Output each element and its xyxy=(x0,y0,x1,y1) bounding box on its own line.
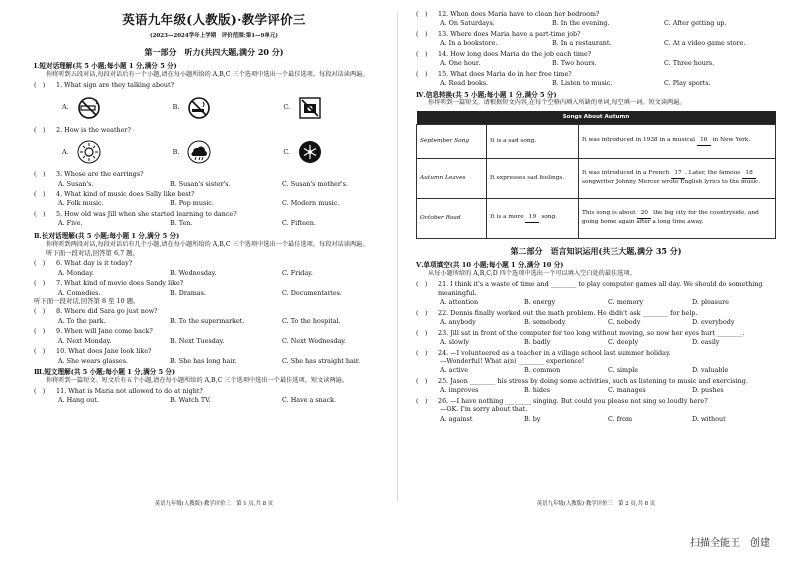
option-b[interactable]: B. In the evening. xyxy=(552,19,610,28)
option-b[interactable]: B. badly xyxy=(524,338,551,347)
answer-bracket[interactable]: ( ) xyxy=(34,125,46,134)
option-c[interactable]: C. nobody xyxy=(608,318,641,327)
option-c[interactable]: C. Modern music. xyxy=(282,199,340,208)
question-7-options xyxy=(34,289,394,297)
song-name: September Song xyxy=(417,124,487,158)
section-4-title: Ⅳ.信息转换(共 5 小题;每小题 1 分,满分 5 分) xyxy=(416,90,557,99)
question-24-reply: —Wonderful! What a(n) ________ experience! xyxy=(440,356,585,365)
option-c[interactable]: C. Have a snack. xyxy=(282,396,337,405)
song-info: It was introduced in 1938 in a musical 16 in New York. xyxy=(579,124,776,158)
section-1-title: Ⅰ.短对话理解(共 5 小题;每小题 1 分,满分 5 分) xyxy=(34,62,177,71)
question-1 xyxy=(34,81,394,89)
question-3-options xyxy=(34,180,394,188)
option-b[interactable]: B. Ten. xyxy=(170,219,193,228)
question-10 xyxy=(34,347,394,355)
question-25 xyxy=(416,377,776,385)
answer-bracket[interactable]: ( ) xyxy=(416,308,428,317)
question-text: 8. Where did Sara go just now? xyxy=(56,307,158,316)
question-23-options xyxy=(416,338,776,346)
option-a[interactable]: A. Folk music. xyxy=(58,199,104,208)
option-c[interactable]: C. Susan's mother's. xyxy=(282,179,348,188)
song-description: It is a more 19 song. xyxy=(487,198,579,238)
answer-bracket[interactable]: ( ) xyxy=(34,190,46,198)
option-a[interactable]: A. slowly xyxy=(440,338,469,347)
question-text: 26. —I have nothing ________ singing. But could you please not sing so loudly here? xyxy=(438,396,708,405)
dialogue-2-note: 听下面一段对话,回答第 8 至 10 题。 xyxy=(34,296,140,305)
question-22 xyxy=(416,309,776,317)
option-d[interactable]: D. everybody xyxy=(692,318,735,327)
no-smoking-sign-icon xyxy=(77,96,101,120)
option-b[interactable]: B. Next Tuesday. xyxy=(170,336,225,345)
option-b[interactable]: B. somebody xyxy=(524,318,566,327)
option-a[interactable]: A. attention xyxy=(440,298,479,307)
question-text: 3. Whose are the earrings? xyxy=(56,170,144,179)
option-b[interactable]: B. She has long hair. xyxy=(170,356,237,365)
song-name: October Road xyxy=(417,198,487,238)
option-d[interactable]: D. without xyxy=(692,414,726,423)
exam-subtitle: (2023—2024学年上学期 评价范围:第1—9单元) xyxy=(149,32,278,39)
question-9-options xyxy=(34,337,394,345)
question-text: 21. I think it's a waste of time and ________ to play computer games all day. We should do something meaningful. xyxy=(438,280,763,297)
question-2-pictures xyxy=(34,137,394,167)
option-a[interactable]: A. anybody xyxy=(440,318,476,327)
table-row xyxy=(417,198,776,238)
question-22-options xyxy=(416,318,776,326)
question-26-options xyxy=(416,415,776,423)
option-b[interactable]: B. by xyxy=(524,414,541,423)
exam-title: 英语九年级(人教版)·教学评价三 xyxy=(122,12,306,27)
option-a[interactable]: A. improves xyxy=(440,386,479,395)
option-c[interactable]: C. deeply xyxy=(608,338,639,347)
option-d[interactable]: D. valuable xyxy=(692,366,729,375)
option-b[interactable]: B. Wednesday. xyxy=(170,268,217,277)
question-26 xyxy=(416,397,776,405)
page-footer: 英语九年级(人教版)·教学评价三 第 1 页,共 8 页 xyxy=(154,500,274,507)
answer-bracket[interactable]: ( ) xyxy=(34,170,46,179)
blank-20[interactable]: 20 xyxy=(637,210,651,219)
option-a[interactable]: A. To the park. xyxy=(58,316,106,325)
dialogue-1-note: 听下面一段对话,回答第 6,7 题。 xyxy=(46,248,139,257)
song-description: It expresses sad feelings. xyxy=(487,158,579,198)
question-text: 5. How old was Jill when she started learning to dance? xyxy=(56,209,237,218)
question-24 xyxy=(416,349,776,357)
question-3 xyxy=(34,170,394,178)
question-7 xyxy=(34,279,394,287)
question-26-reply: —OK. I'm sorry about that. xyxy=(440,405,528,414)
table-title: Songs About Autumn xyxy=(417,111,776,125)
option-d[interactable]: D. easily xyxy=(692,338,720,347)
song-name: Autumn Leaves xyxy=(417,158,487,198)
option-a[interactable]: A. Five. xyxy=(58,219,83,228)
question-8 xyxy=(34,307,394,315)
table-row xyxy=(417,158,776,198)
page-footer: 英语九年级(人教版)·教学评价三 第 2 页,共 8 页 xyxy=(536,500,656,507)
question-text: 11. What is Maria not allowed to do at night? xyxy=(56,387,203,396)
question-15 xyxy=(416,70,776,78)
option-d[interactable]: D. pleasure xyxy=(692,298,729,307)
question-text: 9. When will Jane come back? xyxy=(56,327,153,336)
blank-16[interactable]: 16 xyxy=(697,137,711,146)
question-13-options xyxy=(416,39,776,47)
question-21-options xyxy=(416,298,776,306)
question-12 xyxy=(416,10,776,18)
question-25-options xyxy=(416,386,776,394)
question-6 xyxy=(34,259,394,267)
question-text: 6. What day is it today? xyxy=(56,259,133,268)
question-text: 23. Jill sat in front of the computer for too long without moving, so now her eyes hurt ________. xyxy=(438,328,745,337)
question-4-options xyxy=(34,199,394,207)
section-1-instructions: 你将听到五段对话,每段对话后有一个小题,请在每小题所给的 A,B,C 三个选项中选出一个最佳选项。每段对话读两遍。 xyxy=(46,71,369,78)
part-2-title: 第二部分 语言知识运用(共三大题,满分 35 分) xyxy=(510,245,682,256)
section-2-instructions: 你将听到两段对话,每段对话后有几个小题,请在每小题所给的 A,B,C 三个选项中选出一个最佳选项。每段对话读两遍。 xyxy=(46,240,369,248)
option-a: A. xyxy=(62,140,173,164)
question-8-options xyxy=(34,317,394,325)
answer-bracket[interactable]: ( ) xyxy=(416,280,428,289)
option-b[interactable]: B. Dramas. xyxy=(170,288,206,297)
answer-bracket[interactable]: ( ) xyxy=(34,81,46,90)
question-text: 15. What does Maria do in her free time? xyxy=(438,69,572,78)
page-divider xyxy=(397,12,398,502)
question-24-options xyxy=(416,366,776,374)
question-text: 7. What kind of movie does Sandy like? xyxy=(56,279,184,288)
question-23 xyxy=(416,329,776,337)
option-b[interactable]: B. Watch TV. xyxy=(170,396,211,405)
option-c[interactable]: C. At a video game store. xyxy=(664,39,746,48)
question-10-options xyxy=(34,357,394,365)
option-a[interactable]: A. Monday. xyxy=(58,268,94,277)
question-15-options xyxy=(416,79,776,87)
question-text: 24. —I volunteered as a teacher in a village school last summer holiday. xyxy=(438,348,671,357)
option-d[interactable]: D. pushes xyxy=(692,386,724,395)
song-info: This song is about 20 the big city for the countryside, and going home again after a long time away. xyxy=(579,198,776,238)
option-a[interactable]: A. Read books. xyxy=(440,79,489,88)
option-c[interactable]: C. simple xyxy=(608,366,639,375)
question-text: 4. What kind of music does Sally like best? xyxy=(56,190,195,198)
no-photography-sign-icon xyxy=(298,96,322,120)
question-text: 10. What does Jane look like? xyxy=(56,347,152,356)
option-c[interactable]: C. After getting up. xyxy=(664,19,727,28)
question-14-options xyxy=(416,59,776,67)
option-c[interactable]: C. Friday. xyxy=(282,268,313,277)
question-13 xyxy=(416,30,776,38)
question-text: 25. Jason ________ his stress by doing some activities, such as listening to music and exercising. xyxy=(438,376,748,385)
question-1-pictures xyxy=(34,93,394,123)
option-b[interactable]: B. Susan's sister's. xyxy=(170,179,231,188)
answer-bracket[interactable]: ( ) xyxy=(416,348,428,357)
question-text: 14. How long does Maria do the job each time? xyxy=(438,49,592,58)
question-6-options xyxy=(34,269,394,277)
option-c[interactable]: C. memory xyxy=(608,298,644,307)
answer-bracket[interactable]: ( ) xyxy=(34,279,46,288)
question-4 xyxy=(34,190,394,198)
table-row xyxy=(417,124,776,158)
option-c: C. xyxy=(283,96,394,120)
blank-17[interactable]: 17 xyxy=(671,170,685,179)
answer-bracket[interactable]: ( ) xyxy=(416,29,428,38)
option-b[interactable]: B. To the supermarket. xyxy=(170,316,245,325)
option-a[interactable]: A. She wears glasses. xyxy=(58,356,129,365)
option-c[interactable]: C. She has straight hair. xyxy=(282,356,361,365)
option-a[interactable]: A. In a bookstore. xyxy=(440,39,498,48)
answer-bracket[interactable]: ( ) xyxy=(34,307,46,316)
song-description: It is a sad song. xyxy=(487,124,579,158)
answer-bracket[interactable]: ( ) xyxy=(34,347,46,356)
section-3-title: Ⅲ.短文理解(共 5 小题;每小题 1 分,满分 5 分) xyxy=(34,368,176,377)
answer-bracket[interactable]: ( ) xyxy=(34,327,46,336)
option-a[interactable]: A. Next Monday. xyxy=(58,336,112,345)
question-21 xyxy=(416,280,776,297)
part-1-title: 第一部分 听力(共四大题,满分 20 分) xyxy=(144,46,284,57)
snowy-weather-icon xyxy=(298,140,322,164)
answer-bracket[interactable]: ( ) xyxy=(416,10,428,18)
question-text: 22. Dennis finally worked out the math problem. He didn't ask ________ for help. xyxy=(438,308,698,317)
blank-19[interactable]: 19 xyxy=(525,214,539,223)
option-b: B. xyxy=(173,96,284,120)
question-text: 2. How is the weather? xyxy=(56,125,131,134)
song-info: It was introduced in a French 17 . Later, the famous 18 songwriter Johnny Mercer wrote English lyrics to the music. xyxy=(579,158,776,198)
option-c[interactable]: C. Next Wednesday. xyxy=(282,336,347,345)
option-a: A. xyxy=(62,96,173,120)
question-5 xyxy=(34,210,394,218)
question-text: 12. When does Maria have to clean her bedroom? xyxy=(438,10,600,18)
option-c[interactable]: C. from xyxy=(608,414,633,423)
option-b[interactable]: B. Pop music. xyxy=(170,199,214,208)
answer-bracket[interactable]: ( ) xyxy=(416,69,428,78)
exam-page-1 xyxy=(34,10,394,508)
question-11 xyxy=(34,387,394,395)
option-b: B. xyxy=(173,140,284,164)
option-a[interactable]: A. active xyxy=(440,366,469,375)
answer-bracket[interactable]: ( ) xyxy=(416,49,428,58)
option-b[interactable]: B. In a restaurant. xyxy=(552,39,612,48)
sunny-weather-icon xyxy=(77,140,101,164)
question-text: 1. What sign are they talking about? xyxy=(56,81,175,90)
option-c[interactable]: C. To the hospital. xyxy=(282,316,341,325)
answer-bracket[interactable]: ( ) xyxy=(34,209,46,218)
option-c[interactable]: C. Play sports. xyxy=(664,79,711,88)
question-9 xyxy=(34,327,394,335)
question-12-options xyxy=(416,19,776,27)
answer-bracket[interactable]: ( ) xyxy=(416,328,428,337)
option-b[interactable]: B. hides xyxy=(524,386,551,395)
songs-table xyxy=(416,111,776,239)
question-11-options xyxy=(34,396,394,404)
option-c[interactable]: C. manages xyxy=(608,386,646,395)
option-b[interactable]: B. Two hours. xyxy=(552,59,597,68)
section-5-instructions: 从每小题所给的 A,B,C,D 四个选项中选出一个可以填入空白处的最佳选项。 xyxy=(428,270,636,278)
option-a[interactable]: A. Comedies. xyxy=(58,288,101,297)
option-c[interactable]: C. Documentaries. xyxy=(282,288,342,297)
option-c: C. xyxy=(283,140,394,164)
question-14 xyxy=(416,50,776,58)
answer-bracket[interactable]: ( ) xyxy=(416,396,428,405)
exam-page-2 xyxy=(416,10,776,508)
scanner-watermark: 扫描全能王 创建 xyxy=(690,538,770,549)
option-c[interactable]: C. Fifteen. xyxy=(282,219,316,228)
question-text: 13. Where does Maria have a part-time job? xyxy=(438,29,581,38)
option-b[interactable]: B. Listen to music. xyxy=(552,79,613,88)
option-a[interactable]: A. On Saturdays. xyxy=(440,19,495,28)
section-2-title: Ⅱ.长对话理解(共 5 小题;每小题 1 分,满分 5 分) xyxy=(34,231,180,240)
option-b[interactable]: B. common xyxy=(524,366,561,375)
section-3-instructions: 你将听到一篇短文。短文后有五个小题,请在每小题所给的 A,B,C 三个选项中选出一个最佳选项。短文读两遍。 xyxy=(46,376,349,384)
question-2 xyxy=(34,126,394,134)
section-5-title: Ⅴ.单项填空(共 10 小题;每小题 1 分,满分 10 分) xyxy=(416,261,564,270)
section-4-instructions: 你将听到一篇短文。请根据短文内容,在每个空格内填入所缺的单词,每空填一词。短文读两遍。 xyxy=(428,99,686,107)
rainy-weather-icon xyxy=(187,140,211,164)
option-a[interactable]: A. Hang out. xyxy=(58,396,99,405)
option-a[interactable]: A. against xyxy=(440,414,473,423)
question-5-options xyxy=(34,219,394,227)
option-b[interactable]: B. energy xyxy=(524,298,556,307)
answer-bracket[interactable]: ( ) xyxy=(416,376,428,385)
option-a[interactable]: A. Susan's. xyxy=(58,179,94,188)
answer-bracket[interactable]: ( ) xyxy=(34,387,46,396)
answer-bracket[interactable]: ( ) xyxy=(34,259,46,268)
blank-18[interactable]: 18 xyxy=(742,170,756,179)
option-c[interactable]: C. Three hours. xyxy=(664,59,715,68)
option-a[interactable]: A. One hour. xyxy=(440,59,481,68)
no-smoking-sign-icon xyxy=(187,96,211,120)
